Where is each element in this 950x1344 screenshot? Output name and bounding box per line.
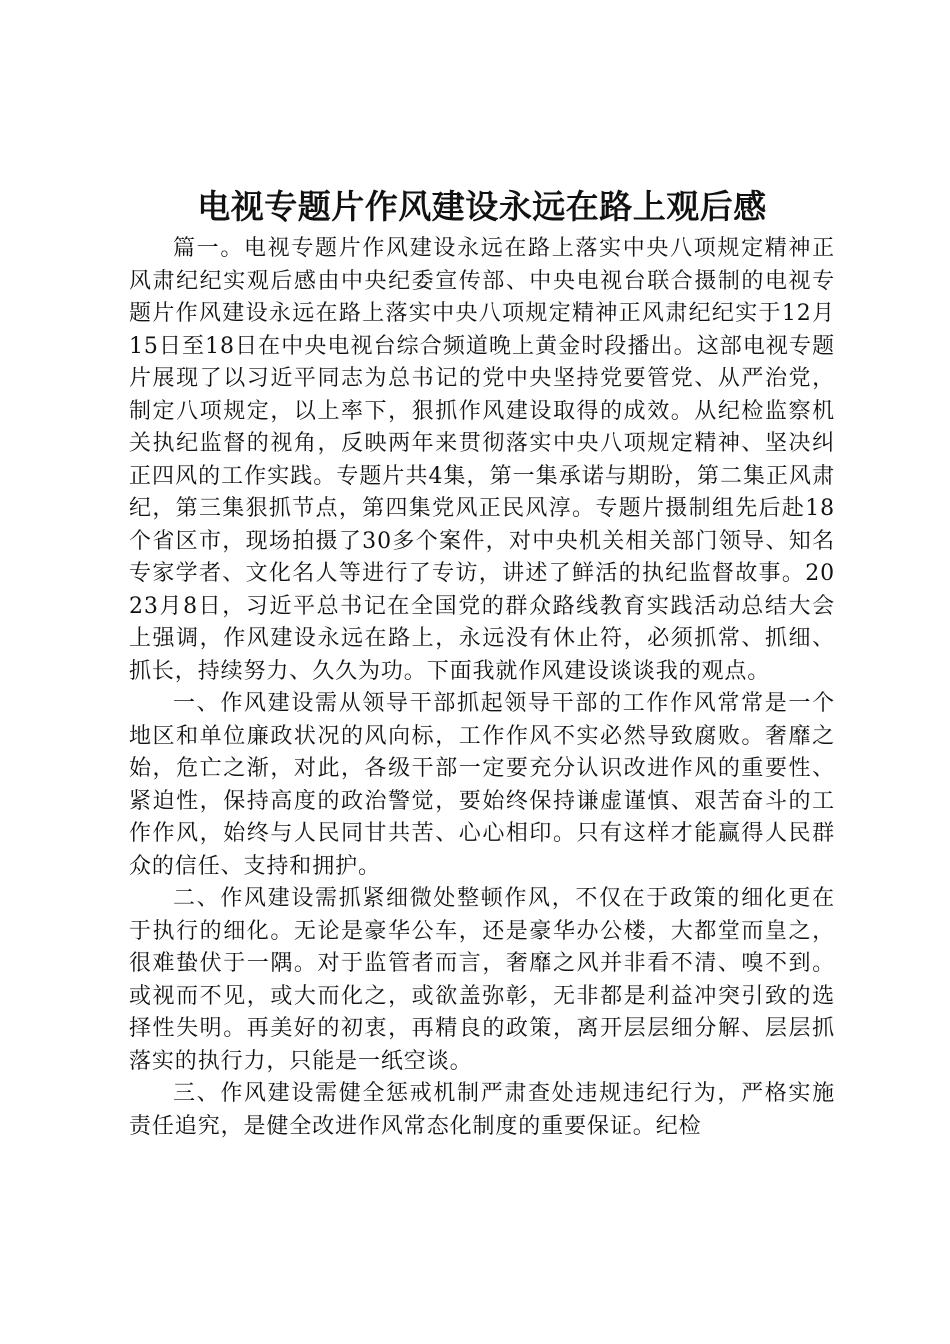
paragraph-intro: 篇一。电视专题片作风建设永远在路上落实中央八项规定精神正风肃纪纪实观后感由中央纪委宣传部、中央电视台联合摄制的电视专题片作风建设永远在路上落实中央八项规定精神正风肃纪纪实于12月15日至18日在中央电视台综合频道晚上黄金时段播出。这部电视专题片展现了以习近平同志为总书记的党中央坚持党要管党、从严治党，制定八项规定，以上率下，狠抓作风建设取得的成效。从纪检监察机关执纪监督的视角，反映两年来贯彻落实中央八项规定精神、坚决纠正四风的工作实践。专题片共4集，第一集承诺与期盼，第二集正风肃纪，第三集狠抓节点，第四集党风正民风淳。专题片摄制组先后赴18个省区市，现场拍摄了30多个案件，对中央机关相关部门领导、知名专家学者、文化名人等进行了专访，讲述了鲜活的执纪监督故事。2023月8日，习近平总书记在全国党的群众路线教育实践活动总结大会上强调，作风建设永远在路上，永远没有休止符，必须抓常、抓细、抓长，持续努力、久久为功。下面我就作风建设谈谈我的观点。 xyxy=(129,236,835,684)
paragraph-point-three: 三、作风建设需健全惩戒机制严肃查处违规违纪行为，严格实施责任追究，是健全改进作风常态化制度的重要保证。纪检 xyxy=(129,1081,835,1139)
document-page xyxy=(129,181,835,1143)
document-title: 电视专题片作风建设永远在路上观后感 xyxy=(197,187,767,226)
paragraph-point-two: 二、作风建设需抓紧细微处整顿作风，不仅在于政策的细化更在于执行的细化。无论是豪华公车，还是豪华办公楼，大都堂而皇之，很难蛰伏于一隅。对于监管者而言，奢靡之风并非看不清、嗅不到。或视而不见，或大而化之，或欲盖弥彰，无非都是利益冲突引致的选择性失明。再美好的初衷，再精良的政策，离开层层细分解、层层抓落实的执行力，只能是一纸空谈。 xyxy=(129,886,835,1074)
paragraph-point-one: 一、作风建设需从领导干部抓起领导干部的工作作风常常是一个地区和单位廉政状况的风向标，工作作风不实必然导致腐败。奢靡之始，危亡之渐，对此，各级干部一定要充分认识改进作风的重要性、紧迫性，保持高度的政治警觉，要始终保持谦虚谨慎、艰苦奋斗的工作作风，始终与人民同甘共苦、心心相印。只有这样才能赢得人民群众的信任、支持和拥护。 xyxy=(129,691,835,879)
